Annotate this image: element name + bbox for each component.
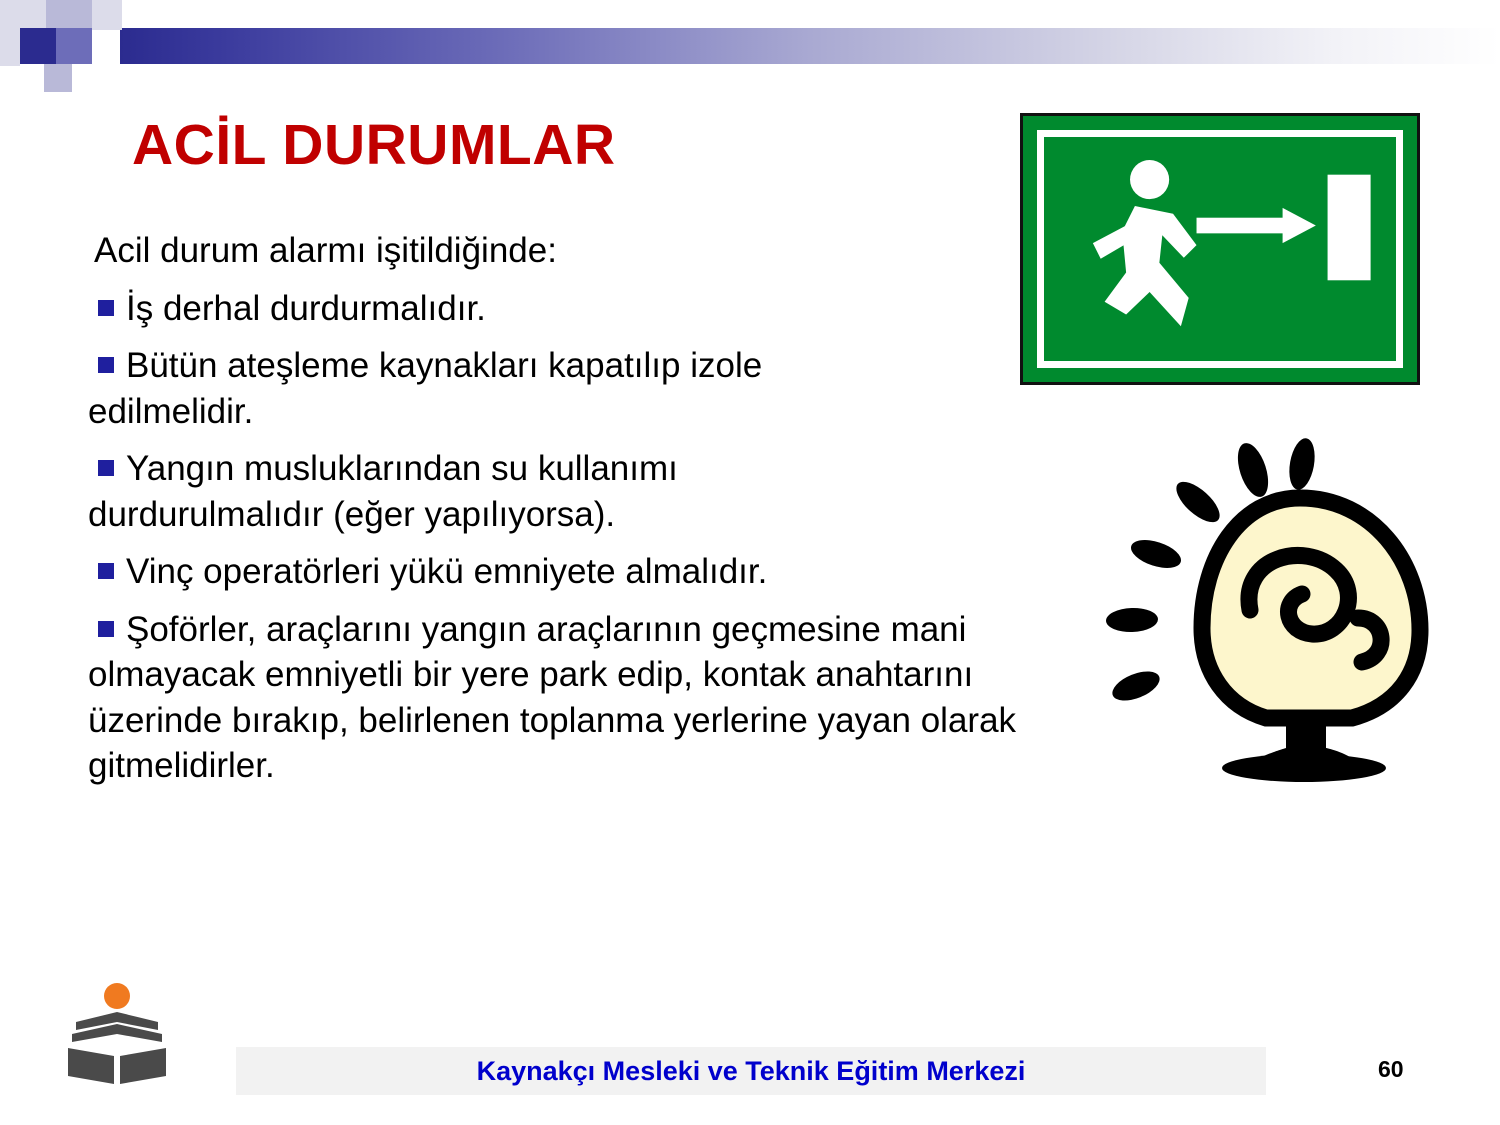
- deco-square: [20, 28, 56, 64]
- square-bullet-icon: [98, 563, 114, 579]
- page-number: 60: [1378, 1056, 1404, 1082]
- list-item: [88, 286, 1098, 332]
- list-item: [88, 343, 1098, 434]
- list-item-continuation: durdurulmalıdır (eğer yapılıyorsa).: [88, 494, 616, 534]
- deco-square: [0, 46, 20, 66]
- exit-sign-pictogram: [1023, 116, 1417, 382]
- list-item-label: İş derhal durdurmalıdır.: [126, 288, 486, 328]
- list-item: [88, 549, 1098, 595]
- footer-label: Kaynakçı Mesleki ve Teknik Eğitim Merkezi: [476, 1056, 1026, 1086]
- deco-square: [44, 64, 72, 92]
- slide-title: ACİL DURUMLAR: [132, 113, 616, 177]
- header-gradient-bar: [120, 28, 1500, 64]
- emergency-exit-sign: [1020, 113, 1420, 385]
- square-bullet-icon: [98, 357, 114, 373]
- list-item-label: Vinç operatörleri yükü emniyete almalıdır.: [126, 552, 768, 591]
- alarm-bell-icon: [1090, 430, 1450, 790]
- slide-header-decoration: [0, 0, 1500, 92]
- list-item: [88, 446, 1098, 537]
- slide-body: [88, 228, 1098, 801]
- list-item-label: Şoförler, araçlarını yangın araçlarının geçmesine mani olmayacak emniyetli bir yere park edip, kontak anahtarını üzerinde bırakıp, belirlenen toplanma yerlerine yayan olarak gitmelidirler.: [88, 609, 1017, 785]
- square-bullet-icon: [98, 300, 114, 316]
- deco-square: [56, 28, 92, 64]
- list-item-continuation: edilmelidir.: [88, 391, 254, 431]
- school-book-logo: [62, 978, 172, 1090]
- list-item-label: Bütün ateşleme kaynakları kapatılıp izole: [126, 346, 763, 385]
- square-bullet-icon: [98, 460, 114, 476]
- square-bullet-icon: [98, 621, 114, 637]
- lead-text: Acil durum alarmı işitildiğinde:: [94, 231, 557, 270]
- list-item-label: Yangın musluklarından su kullanımı: [126, 449, 678, 488]
- list-item: [88, 607, 1098, 789]
- deco-square: [92, 0, 122, 30]
